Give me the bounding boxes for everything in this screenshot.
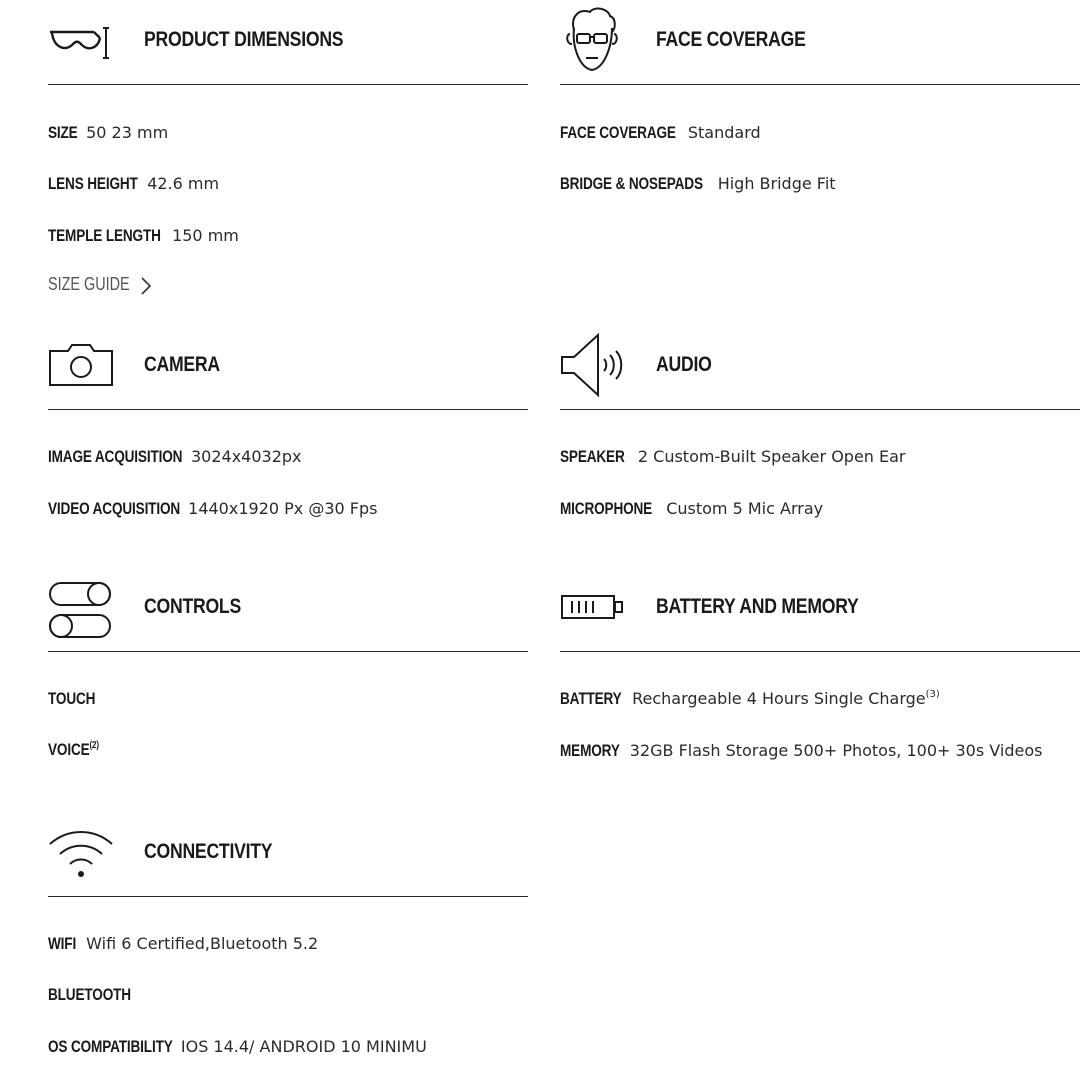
spec-value: 50 23 mm (86, 122, 169, 142)
section-header (48, 0, 528, 85)
section-product-dimensions (48, 0, 528, 294)
spec-row-memory (560, 740, 1042, 760)
section-controls (48, 567, 528, 759)
spec-label: MEMORY (560, 740, 620, 760)
glasses-icon (48, 26, 114, 60)
spec-value: 3024x4032px (190, 446, 302, 466)
spec-label: TOUCH (48, 688, 96, 708)
size-guide-label: SIZE GUIDE (48, 274, 130, 294)
spec-row-bridge-nosepads (560, 173, 836, 193)
spec-value: 42.6 mm (147, 173, 220, 193)
section-title: FACE COVERAGE (656, 28, 806, 51)
spec-label: SPEAKER (560, 446, 625, 466)
spec-row-bluetooth (48, 984, 152, 1004)
spec-row-battery (560, 688, 940, 708)
spec-value: Standard (687, 122, 761, 142)
spec-label: OS COMPATIBILITY (48, 1036, 173, 1056)
battery-icon (560, 593, 626, 621)
spec-row-temple-length (48, 225, 239, 245)
section-header (48, 567, 528, 652)
spec-row-size (48, 122, 168, 142)
spec-label: BATTERY (560, 688, 622, 708)
section-title: CONTROLS (144, 595, 241, 618)
spec-value: 32GB Flash Storage 500+ Photos, 100+ 30s Videos (629, 740, 1043, 760)
spec-label: VOICE$^{(2)}$ (48, 739, 99, 759)
spec-label: BLUETOOTH (48, 984, 131, 1004)
spec-value: Wifi 6 Certified,Bluetooth 5.2 (86, 933, 319, 953)
spec-label: MICROPHONE (560, 498, 653, 518)
spec-row-wifi (48, 933, 318, 953)
section-title: AUDIO (656, 353, 712, 376)
camera-icon (48, 343, 114, 387)
spec-row-video-acquisition (48, 498, 377, 518)
spec-value: 2 Custom-Built Speaker Open Ear (637, 446, 906, 466)
section-title: BATTERY AND MEMORY (656, 595, 859, 618)
section-title: CONNECTIVITY (144, 840, 273, 863)
spec-row-speaker (560, 446, 906, 466)
spec-value: Custom 5 Mic Array (666, 498, 824, 518)
footnote-marker: (3) (925, 688, 940, 700)
spec-label: TEMPLE LENGTH (48, 225, 161, 245)
wifi-icon (48, 826, 114, 880)
section-battery-memory (560, 567, 1080, 760)
section-header (560, 325, 1080, 410)
toggle-switches-icon (48, 579, 114, 641)
face-with-glasses-icon (560, 4, 624, 76)
section-header (560, 0, 1080, 85)
section-title: CAMERA (144, 353, 220, 376)
spec-row-lens-height (48, 173, 219, 193)
section-connectivity (48, 812, 528, 1056)
spec-value: High Bridge Fit (717, 173, 836, 193)
spec-row-image-acquisition (48, 446, 302, 466)
section-header (48, 812, 528, 897)
spec-label: LENS HEIGHT (48, 173, 138, 193)
spec-value: 150 mm (172, 225, 239, 245)
spec-value: 1440x1920 Px @30 Fps (188, 498, 378, 518)
speaker-icon (560, 331, 626, 399)
section-header (560, 567, 1080, 652)
spec-row-microphone (560, 498, 823, 518)
spec-row-face-coverage (560, 122, 761, 142)
spec-value: IOS 14.4/ ANDROID 10 MINIMU (180, 1036, 427, 1056)
spec-row-voice (48, 739, 112, 759)
spec-label: SIZE (48, 122, 78, 142)
spec-label: WIFI (48, 933, 77, 953)
chevron-right-icon (140, 276, 152, 300)
spec-row-touch (48, 688, 107, 708)
section-face-coverage (560, 0, 1080, 193)
spec-label: FACE COVERAGE (560, 122, 676, 142)
section-camera (48, 325, 528, 518)
spec-row-os-compatibility (48, 1036, 427, 1056)
section-audio (560, 325, 1080, 518)
size-guide-link[interactable] (48, 272, 168, 300)
spec-label: IMAGE ACQUISITION (48, 446, 183, 466)
section-header (48, 325, 528, 410)
section-title: PRODUCT DIMENSIONS (144, 28, 344, 51)
spec-value: Rechargeable 4 Hours Single Charge$^{(3)}$ (632, 688, 940, 708)
spec-label: VIDEO ACQUISITION (48, 498, 181, 518)
spec-label: BRIDGE & NOSEPADS (560, 173, 703, 193)
footnote-marker: (2) (89, 739, 99, 751)
